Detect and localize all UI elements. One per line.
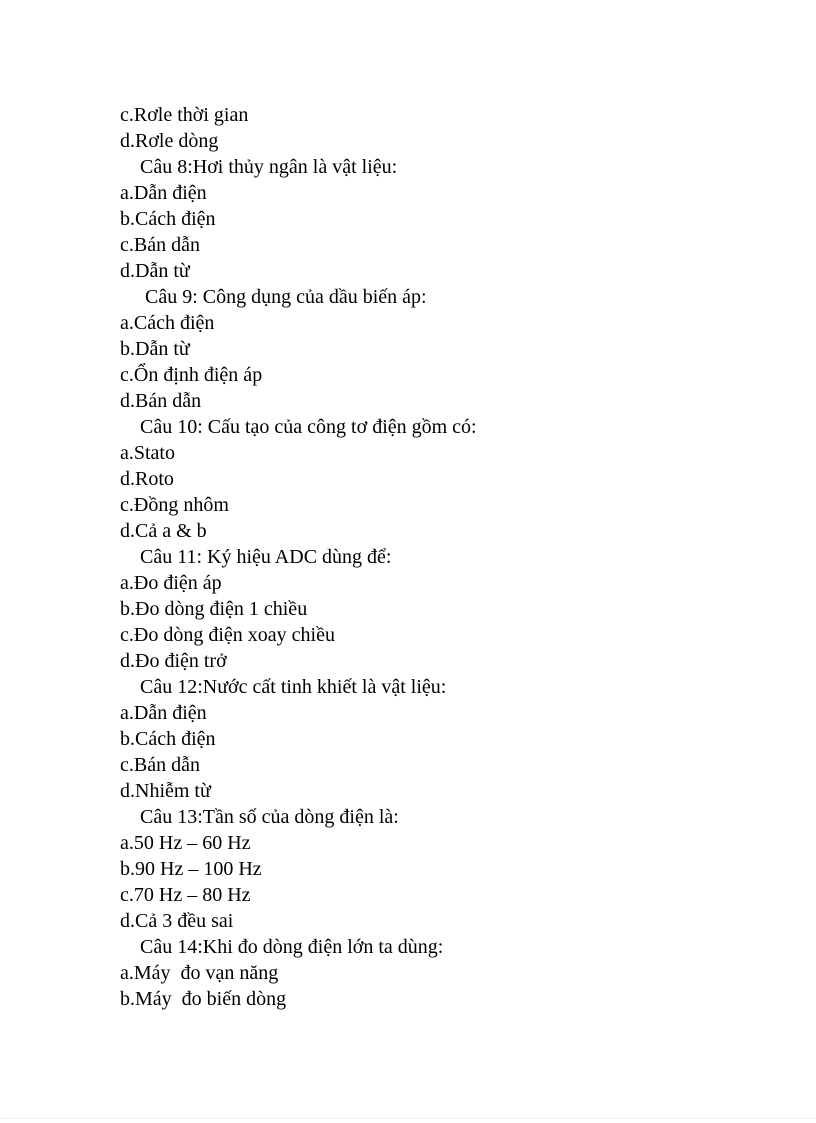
answer-option: d.Đo điện trở <box>120 650 227 672</box>
question-heading: Câu 12:Nước cất tinh khiết là vật liệu: <box>140 676 447 698</box>
answer-option: a.Dẫn điện <box>120 182 207 204</box>
answer-option: c.70 Hz – 80 Hz <box>120 884 251 906</box>
answer-option: b.Cách điện <box>120 208 216 230</box>
answer-option: d.Rơle dòng <box>120 130 219 152</box>
answer-option: c.Đo dòng điện xoay chiều <box>120 624 335 646</box>
answer-option: d.Roto <box>120 468 174 490</box>
question-heading: Câu 14:Khi đo dòng điện lớn ta dùng: <box>140 936 444 958</box>
question-heading: Câu 9: Công dụng của dầu biến áp: <box>140 286 427 308</box>
answer-option: c.Đồng nhôm <box>120 494 229 516</box>
answer-option: d.Dẫn từ <box>120 260 190 282</box>
question-heading: Câu 8:Hơi thủy ngân là vật liệu: <box>140 156 398 178</box>
answer-option: a.50 Hz – 60 Hz <box>120 832 251 854</box>
answer-option: c.Rơle thời gian <box>120 104 249 126</box>
answer-option: a.Cách điện <box>120 312 215 334</box>
answer-option: c.Bán dẫn <box>120 754 200 776</box>
answer-option: b.Máy đo biến dòng <box>120 988 287 1010</box>
answer-option: d.Cả 3 đều sai <box>120 910 234 932</box>
page-footer-divider <box>0 1118 816 1119</box>
question-heading: Câu 11: Ký hiệu ADC dùng để: <box>140 546 392 568</box>
answer-option: d.Bán dẫn <box>120 390 202 412</box>
answer-option: b.Cách điện <box>120 728 216 750</box>
answer-option: a.Stato <box>120 442 175 464</box>
answer-option: c.Ổn định điện áp <box>120 364 263 386</box>
answer-option: d.Nhiễm từ <box>120 780 211 802</box>
answer-option: a.Máy đo vạn năng <box>120 962 279 984</box>
answer-option: d.Cả a & b <box>120 520 207 542</box>
quiz-text-block <box>120 102 740 1012</box>
question-heading: Câu 13:Tần số của dòng điện là: <box>140 806 399 828</box>
answer-option: c.Bán dẫn <box>120 234 200 256</box>
answer-option: a.Đo điện áp <box>120 572 222 594</box>
answer-option: b.Dẫn từ <box>120 338 190 360</box>
answer-option: a.Dẫn điện <box>120 702 207 724</box>
answer-option: b.Đo dòng điện 1 chiều <box>120 598 308 620</box>
answer-option: b.90 Hz – 100 Hz <box>120 858 262 880</box>
question-heading: Câu 10: Cấu tạo của công tơ điện gồm có: <box>140 416 477 438</box>
